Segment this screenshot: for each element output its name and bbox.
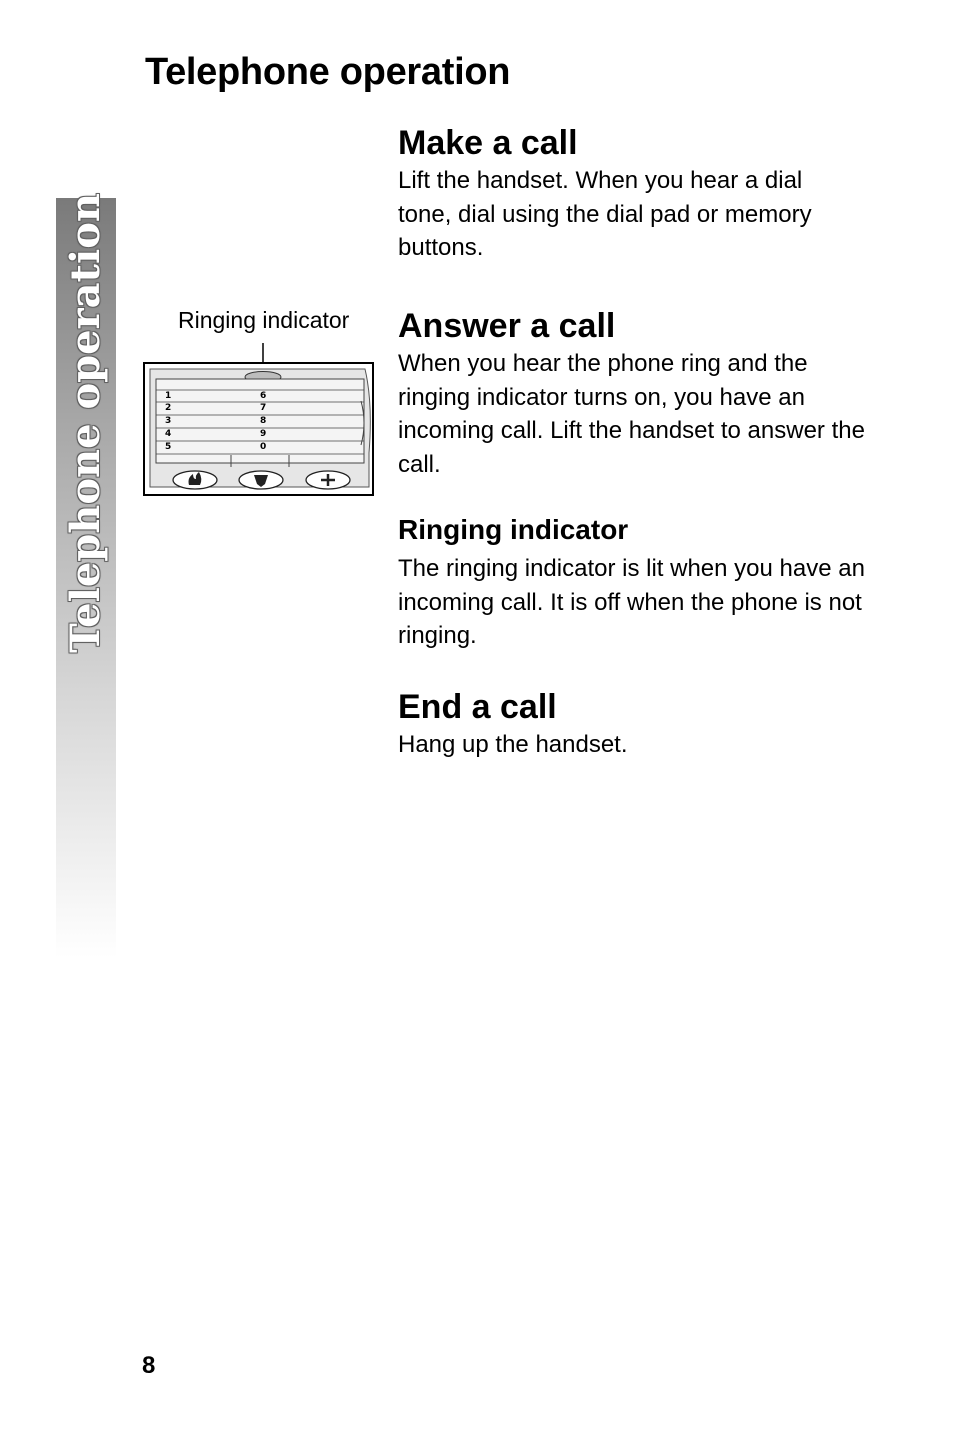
section-make-call (398, 122, 838, 265)
memory-label: 1 (165, 391, 172, 401)
memory-label: 4 (165, 429, 172, 439)
page-title: Telephone operation (145, 51, 511, 93)
memory-label: 2 (165, 403, 172, 413)
section-heading: End a call (398, 688, 557, 726)
phone-illustration (143, 343, 375, 499)
section-heading: Ringing indicator (398, 514, 629, 545)
memory-label: 0 (260, 442, 267, 452)
section-end-call (398, 686, 628, 762)
memory-label: 8 (260, 416, 267, 426)
memory-label: 6 (260, 391, 267, 401)
section-body: The ringing indicator is lit when you have an incoming call. It is off when the phone is not ringing. (398, 555, 865, 649)
section-body: Lift the handset. When you hear a dial tone, dial using the dial pad or memory buttons. (398, 167, 812, 261)
page-number: 8 (142, 1352, 156, 1379)
side-tab (56, 193, 116, 958)
side-tab-label: Telephone operation (62, 193, 109, 653)
redial-flame-icon (173, 471, 217, 489)
phone-illustration-svg (143, 343, 375, 499)
mute-icon (239, 471, 283, 489)
section-heading: Answer a call (398, 307, 616, 345)
memory-label: 7 (260, 403, 267, 413)
memory-label: 5 (165, 442, 172, 452)
section-body: Hang up the handset. (398, 731, 628, 758)
plus-icon (306, 471, 350, 489)
section-ringing-indicator (398, 512, 878, 653)
figure-caption: Ringing indicator (178, 307, 350, 333)
memory-label: 9 (260, 429, 267, 439)
memory-label: 3 (165, 416, 172, 426)
section-body: When you hear the phone ring and the ringing indicator turns on, you have an incoming call. Lift the handset to answer the call. (398, 350, 865, 478)
section-answer-call (398, 305, 868, 481)
section-heading: Make a call (398, 124, 578, 162)
